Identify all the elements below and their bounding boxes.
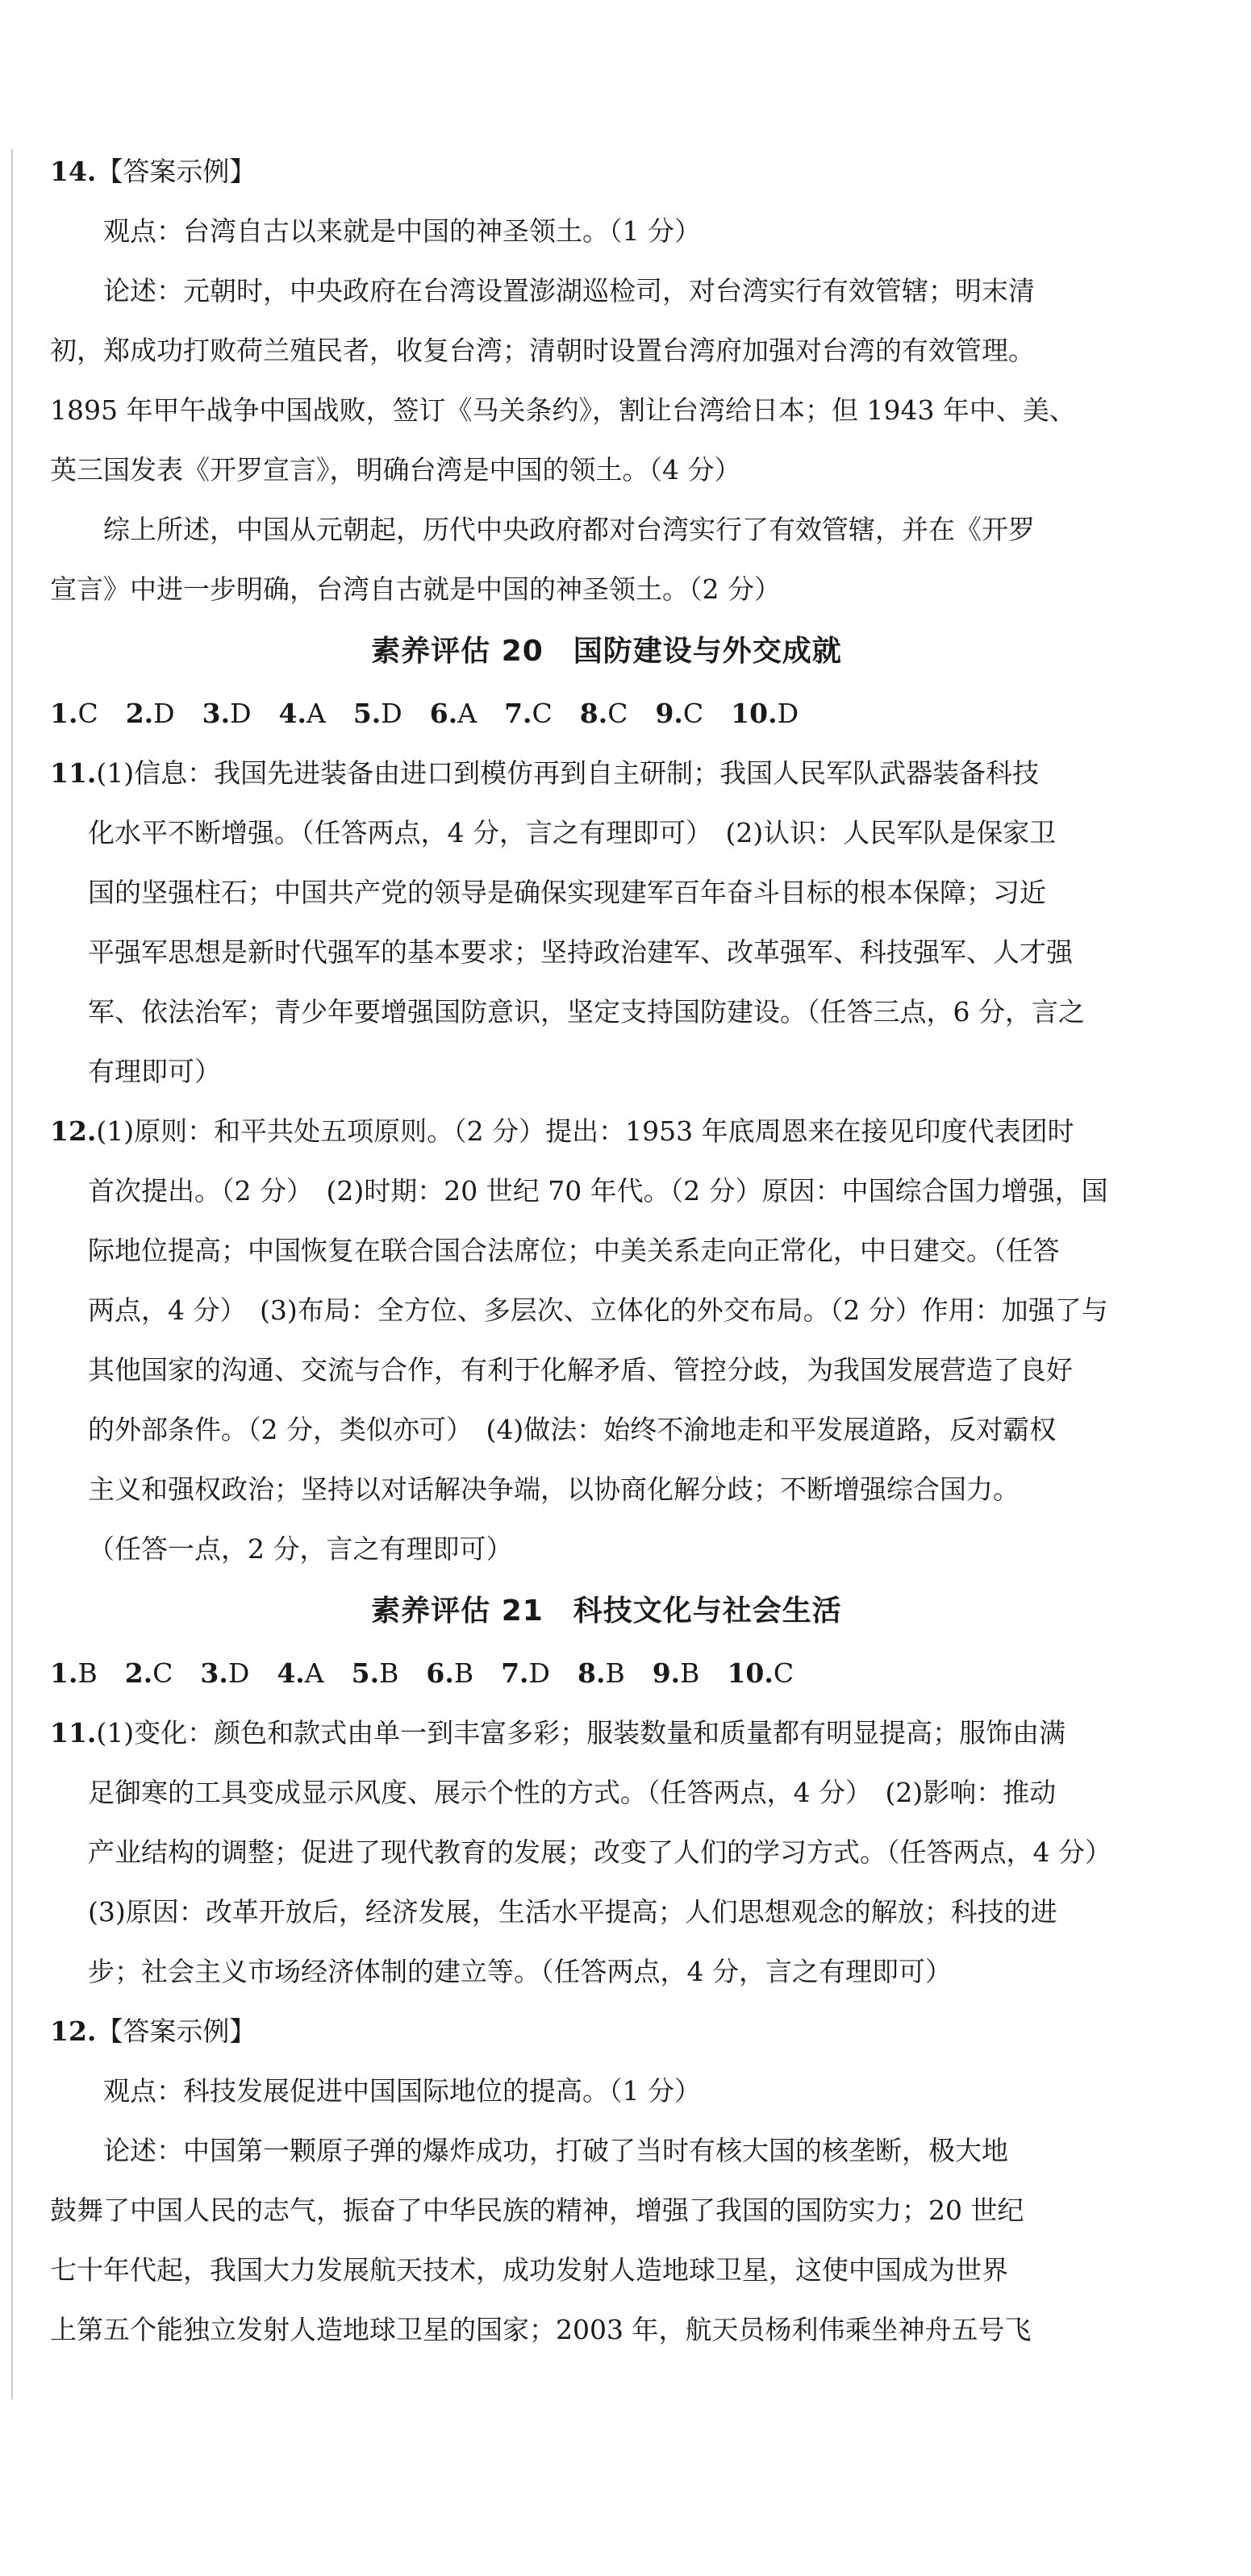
choice-number: 2. — [124, 1657, 153, 1689]
choice-letter: B — [379, 1657, 399, 1689]
q14-header — [50, 142, 1163, 202]
choice-answer — [426, 1657, 473, 1689]
q11-line — [50, 1703, 1163, 1763]
choice-answer — [353, 698, 402, 729]
q11-line — [50, 744, 1163, 803]
choice-answer — [279, 698, 326, 729]
q11-line: 足御寒的工具变成显示风度、展示个性的方式。（任答两点，4 分） (2)影响：推动 — [88, 1777, 1057, 1808]
choice-number: 5. — [352, 698, 382, 729]
q12-line: 观点：科技发展促进中国国际地位的提高。（1 分） — [103, 2075, 701, 2107]
choice-answer — [580, 698, 628, 729]
choice-answer — [277, 1657, 323, 1689]
q11-line: 产业结构的调整；促进了现代教育的发展；改变了人们的学习方式。（任答两点，4 分） — [88, 1836, 1111, 1868]
choice-answer — [126, 698, 175, 729]
q11-number: 11. — [50, 757, 97, 789]
choice-number: 3. — [202, 698, 231, 729]
q11-text: (1)信息：我国先进装备由进口到模仿再到自主研制；我国人民军队武器装备科技 — [96, 757, 1040, 789]
q11-line: 平强军思想是新时代强军的基本要求；坚持政治建军、改革强军、科技强军、人才强 — [88, 936, 1073, 968]
choice-answer — [727, 1657, 794, 1689]
q12-tag: 【答案示例】 — [96, 2015, 256, 2047]
choice-letter: A — [304, 1657, 324, 1689]
choice-number: 8. — [579, 698, 608, 729]
choice-number: 4. — [278, 698, 306, 729]
q11-line: 军、依法治军；青少年要增强国防意识，坚定支持国防建设。（任答三点，6 分，言之 — [88, 996, 1085, 1027]
q12-header — [50, 2002, 1163, 2061]
choice-letter: D — [230, 698, 252, 729]
q12-line: 其他国家的沟通、交流与合作，有利于化解矛盾、管控分歧，为我国发展营造了良好 — [88, 1354, 1073, 1386]
choice-letter: A — [457, 698, 477, 729]
choice-answer — [655, 698, 703, 729]
choice-letter: D — [153, 698, 175, 729]
choice-number: 10. — [727, 1657, 774, 1689]
choice-answer — [50, 1657, 98, 1689]
section-heading-21: 素养评估 21 科技文化与社会生活 — [371, 1594, 842, 1628]
q14-line: 宣言》中进一步明确，台湾自古就是中国的神圣领土。（2 分） — [50, 573, 781, 605]
choice-number: 6. — [426, 1657, 454, 1689]
choice-number: 9. — [652, 1657, 681, 1689]
answer-content — [50, 142, 1163, 2360]
q14-line: 论述：元朝时，中央政府在台湾设置澎湖巡检司，对台湾实行有效管辖；明末清 — [103, 275, 1035, 306]
choice-number: 7. — [501, 1657, 529, 1689]
q11-number: 11. — [50, 1717, 97, 1749]
q14-number: 14. — [50, 156, 97, 187]
q14-line: 综上所述，中国从元朝起，历代中央政府都对台湾实行了有效管辖，并在《开罗 — [103, 514, 1035, 545]
choice-letter: D — [777, 698, 799, 729]
choice-letter: C — [532, 698, 553, 729]
choice-letter: D — [227, 1657, 250, 1689]
q11-line: 化水平不断增强。（任答两点，4 分，言之有理即可） (2)认识：人民军队是保家卫 — [88, 817, 1057, 848]
choice-answers-20 — [50, 684, 1163, 744]
choice-letter: A — [306, 698, 326, 729]
choice-answer — [200, 1657, 249, 1689]
q12-number: 12. — [50, 2015, 97, 2047]
choice-number: 1. — [50, 698, 78, 729]
q12-line: 的外部条件。（2 分，类似亦可） (4)做法：始终不渝地走和平发展道路，反对霸权 — [88, 1414, 1057, 1445]
q12-text: (1)原则：和平共处五项原则。（2 分）提出：1953 年底周恩来在接见印度代表团时 — [96, 1115, 1074, 1147]
q12-line: 两点，4 分） (3)布局：全方位、多层次、立体化的外交布局。（2 分）作用：加强了与 — [88, 1294, 1108, 1326]
choice-answer — [578, 1657, 625, 1689]
choice-answer — [50, 698, 98, 729]
choice-answers-21 — [50, 1644, 1163, 1703]
choice-letter: C — [152, 1657, 173, 1689]
section-heading-20: 素养评估 20 国防建设与外交成就 — [371, 635, 842, 668]
choice-letter: C — [682, 698, 704, 729]
q11-line: (3)原因：改革开放后，经济发展，生活水平提高；人们思想观念的解放；科技的进 — [88, 1896, 1057, 1928]
q12-line: 七十年代起，我国大力发展航天技术，成功发射人造地球卫星，这使中国成为世界 — [50, 2254, 1008, 2286]
choice-letter: B — [77, 1657, 98, 1689]
choice-answer — [352, 1657, 399, 1689]
choice-letter: C — [773, 1657, 794, 1689]
choice-letter: B — [605, 1657, 625, 1689]
choice-number: 2. — [125, 698, 154, 729]
q12-number: 12. — [50, 1115, 97, 1147]
choice-number: 6. — [429, 698, 458, 729]
choice-number: 10. — [731, 698, 778, 729]
choice-number: 4. — [277, 1657, 305, 1689]
q14-line: 英三国发表《开罗宣言》，明确台湾是中国的领土。（4 分） — [50, 454, 741, 486]
choice-letter: C — [607, 698, 628, 729]
choice-answer — [430, 698, 477, 729]
q11-line: 步；社会主义市场经济体制的建立等。（任答两点，4 分，言之有理即可） — [88, 1956, 952, 1987]
choice-answer — [501, 1657, 550, 1689]
q12-line: 首次提出。（2 分） (2)时期：20 世纪 70 年代。（2 分）原因：中国综合国力增强，国 — [88, 1175, 1108, 1207]
choice-number: 7. — [504, 698, 532, 729]
q12-line: 主义和强权政治；坚持以对话解决争端，以协商化解分歧；不断增强综合国力。 — [88, 1473, 1020, 1505]
q11-text: (1)变化：颜色和款式由单一到丰富多彩；服装数量和质量都有明显提高；服饰由满 — [96, 1717, 1066, 1749]
q14-line: 观点：台湾自古以来就是中国的神圣领土。（1 分） — [103, 215, 701, 247]
q12-line: 论述：中国第一颗原子弹的爆炸成功，打破了当时有核大国的核垄断，极大地 — [103, 2135, 1008, 2166]
q12-line: 上第五个能独立发射人造地球卫星的国家；2003 年，航天员杨利伟乘坐神舟五号飞 — [50, 2314, 1032, 2345]
q11-line: 有理即可） — [88, 1056, 221, 1087]
choice-answer — [653, 1657, 700, 1689]
q14-tag: 【答案示例】 — [96, 156, 256, 187]
choice-letter: D — [381, 698, 402, 729]
choice-answer — [731, 698, 799, 729]
choice-letter: C — [77, 698, 98, 729]
choice-answer — [504, 698, 553, 729]
q12-line: （任答一点，2 分，言之有理即可） — [88, 1533, 513, 1565]
choice-number: 9. — [655, 698, 683, 729]
q12-line: 际地位提高；中国恢复在联合国合法席位；中美关系走向正常化，中日建交。（任答 — [88, 1235, 1060, 1266]
choice-letter: B — [453, 1657, 474, 1689]
choice-letter: B — [680, 1657, 700, 1689]
q11-line: 国的坚强柱石；中国共产党的领导是确保实现建军百年奋斗目标的根本保障；习近 — [88, 877, 1046, 908]
choice-number: 8. — [578, 1657, 606, 1689]
choice-number: 1. — [50, 1657, 78, 1689]
q14-line: 初，郑成功打败荷兰殖民者，收复台湾；清朝时设置台湾府加强对台湾的有效管理。 — [50, 335, 1035, 366]
choice-letter: D — [528, 1657, 550, 1689]
q12-line: 鼓舞了中国人民的志气，振奋了中华民族的精神，增强了我国的国防实力；20 世纪 — [50, 2195, 1024, 2226]
q14-line: 1895 年甲午战争中国战败，签订《马关条约》，割让台湾给日本；但 1943 年中、美、 — [50, 394, 1076, 426]
choice-answer — [202, 698, 252, 729]
choice-number: 3. — [200, 1657, 228, 1689]
choice-number: 5. — [351, 1657, 380, 1689]
q12-line — [50, 1102, 1163, 1161]
page-margin-rule — [11, 149, 13, 2399]
choice-answer — [125, 1657, 173, 1689]
